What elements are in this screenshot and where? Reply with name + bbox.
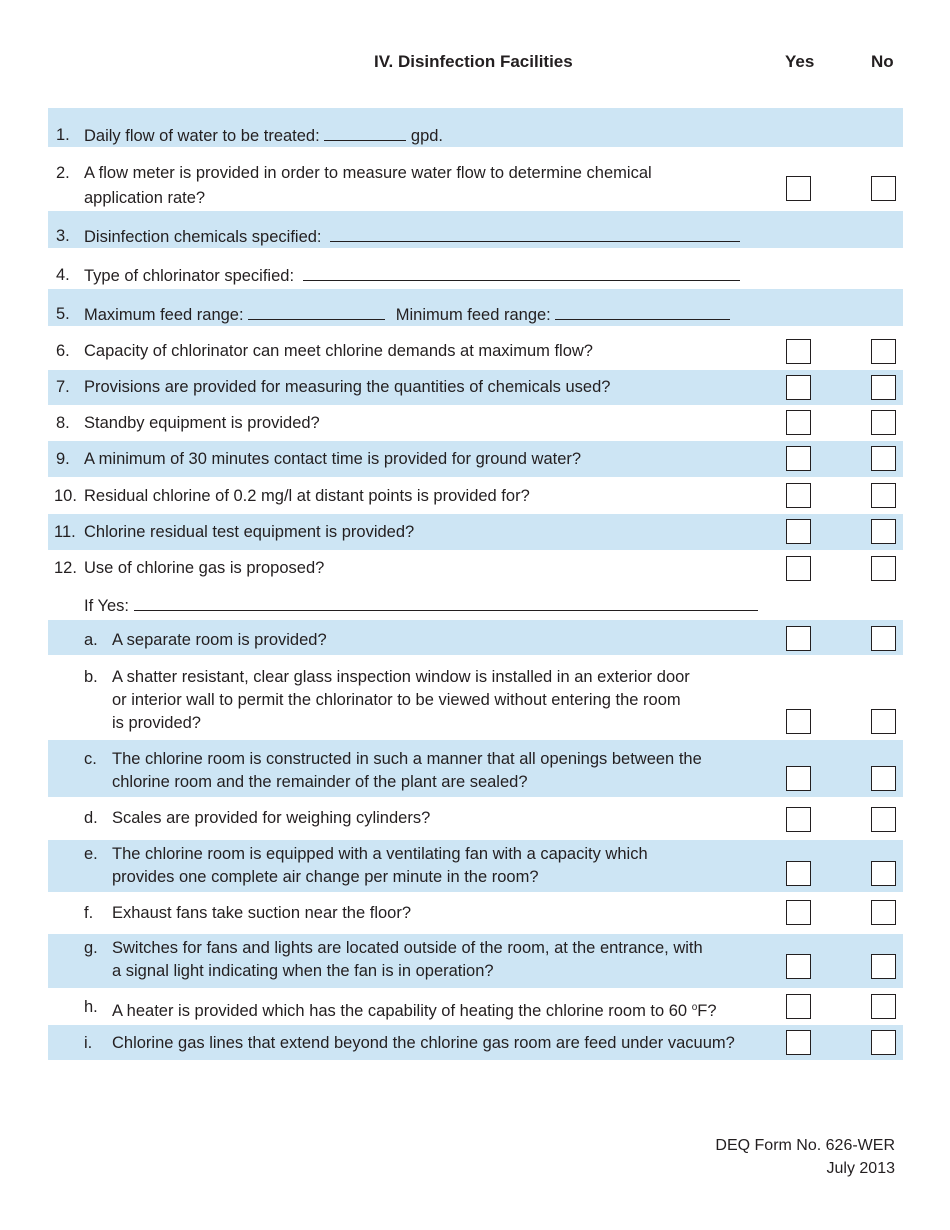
max-feed-field[interactable] (248, 303, 385, 320)
form-number: DEQ Form No. 626-WER (715, 1137, 895, 1154)
item-b-yes-checkbox[interactable] (786, 709, 811, 734)
if-yes-label: If Yes: (84, 597, 129, 615)
item-5-row (48, 289, 903, 326)
item-a-no-checkbox[interactable] (871, 626, 896, 651)
item-g-no-checkbox[interactable] (871, 954, 896, 979)
item-1-label: Daily flow of water to be treated: (84, 127, 320, 145)
item-b-line1: A shatter resistant, clear glass inspection window is installed in an exterior door (112, 668, 690, 686)
item-letter: e. (84, 845, 98, 863)
chlorinator-type-field[interactable] (303, 264, 740, 281)
item-9-row (48, 441, 903, 477)
item-h-no-checkbox[interactable] (871, 994, 896, 1019)
item-10-yes-checkbox[interactable] (786, 483, 811, 508)
item-g-line1: Switches for fans and lights are located outside of the room, at the entrance, with (112, 939, 703, 957)
item-a-yes-checkbox[interactable] (786, 626, 811, 651)
item-a-text: A separate room is provided? (112, 631, 327, 649)
item-number: 6. (56, 342, 70, 360)
item-8-text: Standby equipment is provided? (84, 414, 320, 432)
item-f-text: Exhaust fans take suction near the floor? (112, 904, 412, 922)
item-2-line2: application rate? (84, 189, 206, 207)
item-letter: d. (84, 809, 98, 827)
item-c-row (48, 740, 903, 797)
min-feed-label: Minimum feed range: (395, 306, 551, 324)
item-10-no-checkbox[interactable] (871, 483, 896, 508)
item-10-row (48, 478, 903, 514)
item-h-text: A heater is provided which has the capability of heating the chlorine room to 60 (112, 1002, 688, 1020)
item-b-line3: is provided? (112, 714, 201, 732)
item-b-line2: or interior wall to permit the chlorinator to be viewed without entering the room (112, 691, 681, 709)
item-letter: g. (84, 939, 98, 957)
item-c-no-checkbox[interactable] (871, 766, 896, 791)
item-7-yes-checkbox[interactable] (786, 375, 811, 400)
item-number: 8. (56, 414, 70, 432)
if-yes-field[interactable] (134, 594, 758, 611)
item-d-text: Scales are provided for weighing cylinders? (112, 809, 431, 827)
item-c-line1: The chlorine room is constructed in such a manner that all openings between the (112, 750, 702, 768)
item-letter: a. (84, 631, 98, 649)
item-2-row (48, 148, 903, 211)
item-9-text: A minimum of 30 minutes contact time is provided for ground water? (84, 450, 582, 468)
item-i-no-checkbox[interactable] (871, 1030, 896, 1055)
item-1-unit: gpd. (410, 127, 444, 145)
item-4-label: Type of chlorinator specified: (84, 267, 295, 285)
item-6-no-checkbox[interactable] (871, 339, 896, 364)
item-number: 1. (56, 126, 70, 144)
yes-column-header: Yes (785, 52, 815, 71)
item-12-no-checkbox[interactable] (871, 556, 896, 581)
item-f-yes-checkbox[interactable] (786, 900, 811, 925)
item-e-line2: provides one complete air change per minute in the room? (112, 868, 539, 886)
item-b-row (48, 656, 903, 740)
degree-superscript: o (691, 1002, 698, 1013)
max-feed-label: Maximum feed range: (84, 306, 244, 324)
min-feed-field[interactable] (555, 303, 730, 320)
item-12-yes-checkbox[interactable] (786, 556, 811, 581)
item-e-no-checkbox[interactable] (871, 861, 896, 886)
item-7-text: Provisions are provided for measuring the quantities of chemicals used? (84, 378, 611, 396)
item-number: 12. (54, 559, 77, 577)
daily-flow-field[interactable] (324, 124, 406, 141)
item-12-row (48, 550, 903, 620)
item-number: 7. (56, 378, 70, 396)
item-letter: b. (84, 668, 98, 686)
item-c-yes-checkbox[interactable] (786, 766, 811, 791)
item-6-row (48, 334, 903, 369)
form-date: July 2013 (826, 1160, 895, 1177)
item-c-line2: chlorine room and the remainder of the plant are sealed? (112, 773, 528, 791)
item-7-no-checkbox[interactable] (871, 375, 896, 400)
item-3-label: Disinfection chemicals specified: (84, 228, 322, 246)
no-column-header: No (871, 52, 894, 71)
section-title: IV. Disinfection Facilities (374, 52, 573, 71)
item-number: 11. (54, 523, 76, 541)
item-g-row (48, 934, 903, 988)
item-letter: f. (84, 904, 94, 922)
item-i-row (48, 1025, 903, 1060)
item-d-yes-checkbox[interactable] (786, 807, 811, 832)
item-2-no-checkbox[interactable] (871, 176, 896, 201)
item-e-row (48, 840, 903, 892)
item-11-row (48, 514, 903, 550)
item-8-row (48, 406, 903, 441)
item-number: 3. (56, 227, 70, 245)
item-2-line1: A flow meter is provided in order to measure water flow to determine chemical (84, 164, 652, 182)
item-i-text: Chlorine gas lines that extend beyond the chlorine gas room are feed under vacuum? (112, 1034, 735, 1052)
item-e-line1: The chlorine room is equipped with a ventilating fan with a capacity which (112, 845, 648, 863)
item-g-yes-checkbox[interactable] (786, 954, 811, 979)
item-8-yes-checkbox[interactable] (786, 410, 811, 435)
item-f-no-checkbox[interactable] (871, 900, 896, 925)
item-number: 2. (56, 164, 70, 182)
item-11-yes-checkbox[interactable] (786, 519, 811, 544)
item-6-yes-checkbox[interactable] (786, 339, 811, 364)
item-1-row (48, 108, 903, 147)
item-number: 4. (56, 266, 70, 284)
item-letter: c. (84, 750, 97, 768)
item-11-no-checkbox[interactable] (871, 519, 896, 544)
item-9-yes-checkbox[interactable] (786, 446, 811, 471)
item-11-text: Chlorine residual test equipment is provided? (84, 523, 415, 541)
item-number: 9. (56, 450, 70, 468)
item-d-no-checkbox[interactable] (871, 807, 896, 832)
item-7-row (48, 370, 903, 405)
item-12-text: Use of chlorine gas is proposed? (84, 559, 325, 577)
disinfection-chemicals-field[interactable] (330, 225, 740, 242)
item-b-no-checkbox[interactable] (871, 709, 896, 734)
item-d-row (48, 799, 903, 837)
item-letter: h. (84, 998, 98, 1016)
item-a-row (48, 620, 903, 655)
item-number: 5. (56, 305, 70, 323)
item-8-no-checkbox[interactable] (871, 410, 896, 435)
item-letter: i. (84, 1034, 93, 1052)
item-i-yes-checkbox[interactable] (786, 1030, 811, 1055)
item-f-row (48, 893, 903, 933)
item-4-row (48, 250, 903, 287)
item-number: 10. (54, 487, 77, 505)
item-3-row (48, 211, 903, 248)
item-h-row (48, 988, 903, 1025)
item-2-yes-checkbox[interactable] (786, 176, 811, 201)
item-6-text: Capacity of chlorinator can meet chlorine demands at maximum flow? (84, 342, 593, 360)
item-g-line2: a signal light indicating when the fan is in operation? (112, 962, 494, 980)
item-h-unit: F? (697, 1002, 717, 1020)
item-9-no-checkbox[interactable] (871, 446, 896, 471)
item-10-text: Residual chlorine of 0.2 mg/l at distant points is provided for? (84, 487, 530, 505)
item-e-yes-checkbox[interactable] (786, 861, 811, 886)
item-h-yes-checkbox[interactable] (786, 994, 811, 1019)
